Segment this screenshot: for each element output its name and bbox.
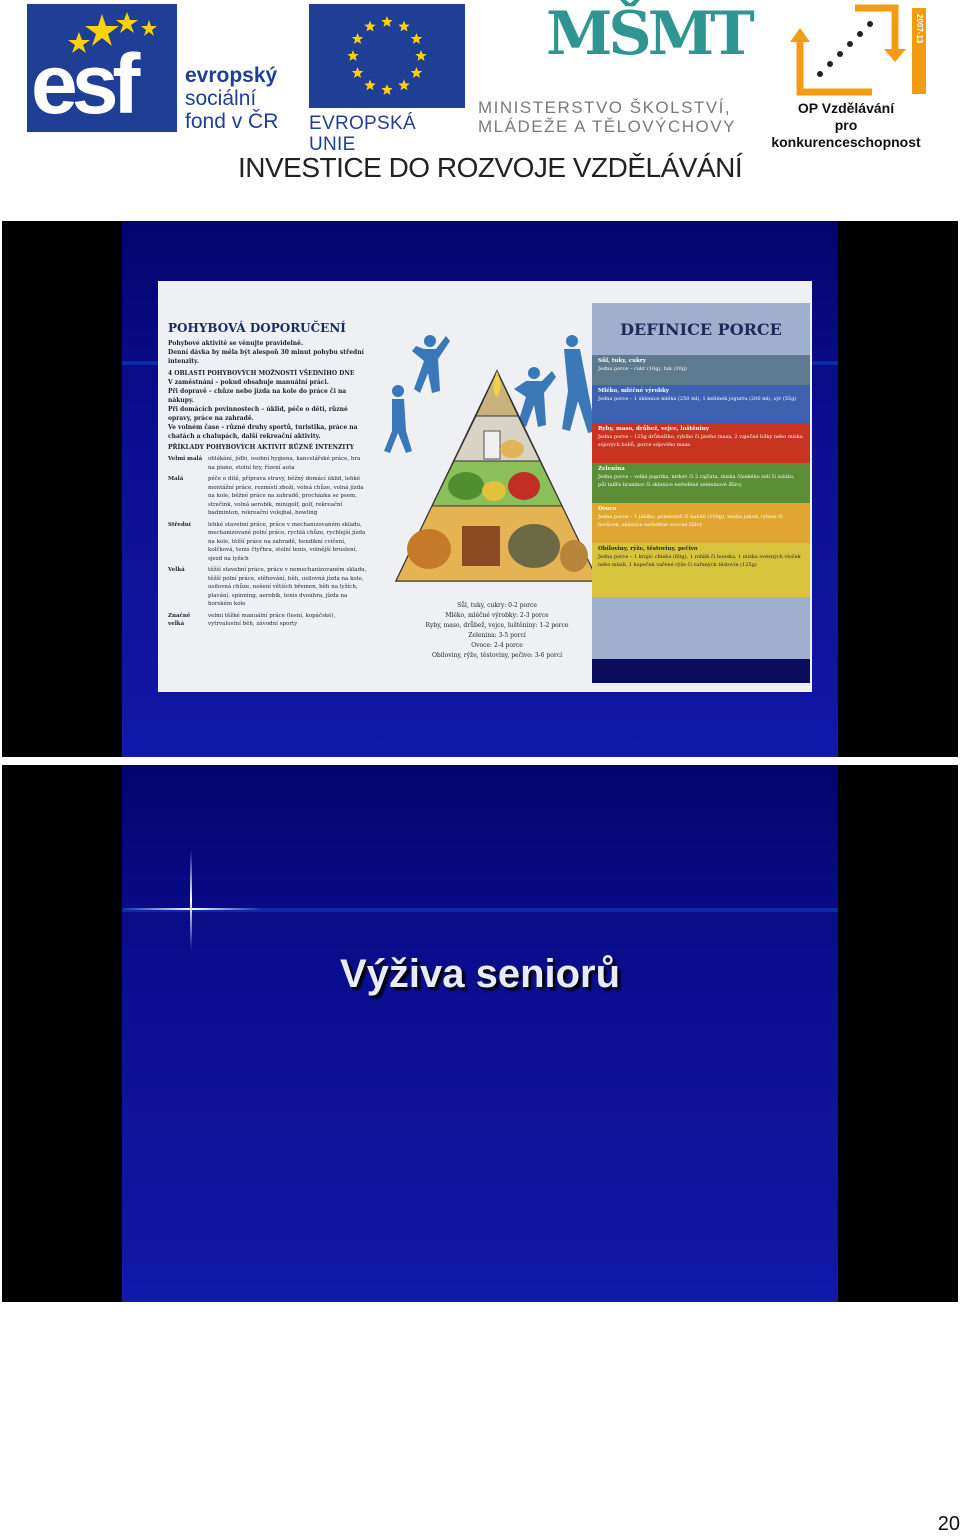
msmt-text	[478, 98, 736, 136]
eu-star-icon	[411, 67, 423, 78]
eu-star-icon	[347, 50, 358, 61]
poster-line: V zaměstnání – pokud obsahuje manuální práci.	[168, 379, 329, 386]
food-pyramid-illustration	[384, 301, 610, 601]
op-text	[760, 100, 932, 151]
poster-line: Při domácích povinnostech – úklid, péče o děti, různé opravy, práce na zahradě.	[168, 406, 348, 422]
poster-line: 4 OBLASTI POHYBOVÝCH MOŽNOSTÍ VŠEDNÍHO DNE	[168, 370, 355, 377]
portion-definitions	[592, 303, 810, 683]
op-line2: pro konkurenceschopnost	[771, 117, 921, 150]
esf-text	[185, 64, 278, 133]
pyramid-caption-line: Sůl, tuky, cukry: 0-2 porce	[457, 602, 537, 609]
slide-title: Výživa seniorů	[339, 952, 621, 996]
msmt-line2: MLÁDEŽE A TĚLOVÝCHOVY	[478, 117, 736, 136]
eu-label: EVROPSKÁ UNIE	[309, 113, 416, 155]
poster-line: Denní dávka by měla být alespoň 30 minut pohybu střední intenzity.	[168, 349, 364, 365]
eu-star-icon	[352, 33, 364, 44]
poster-footer-bar	[592, 659, 810, 683]
portion-box	[592, 355, 810, 385]
eu-flag-icon	[309, 4, 465, 108]
slide-1	[2, 221, 958, 757]
page-number: 20	[937, 1513, 960, 1535]
poster-left-title: POHYBOVÁ DOPORUČENÍ	[168, 321, 346, 335]
tagline: INVESTICE DO ROZVOJE VZDĚLÁVÁNÍ	[238, 152, 743, 183]
portion-box	[592, 423, 810, 463]
intensity-row	[168, 612, 368, 629]
msmt-logo	[478, 0, 751, 136]
poster-examples-title: PŘÍKLADY POHYBOVÝCH AKTIVIT RŮZNÉ INTENZITY	[168, 444, 354, 451]
pyramid-caption-line: Mléko, mléčné výrobky: 2-3 porce	[445, 612, 549, 619]
eu-star-icon	[352, 67, 364, 78]
eu-star-icon	[381, 16, 392, 27]
intensity-level: Značně velká	[168, 612, 191, 627]
portion-box-title: Zelenina	[598, 466, 625, 472]
eu-star-icon	[415, 50, 426, 61]
intensity-level: Malá	[168, 476, 184, 482]
intensity-level: Velká	[168, 567, 185, 573]
pyramid-caption-line: Obiloviny, rýže, těstoviny, pečivo: 3-6 porcí	[432, 652, 562, 659]
intensity-level: Střední	[168, 521, 191, 528]
pyramid-caption-line: Ryby, maso, drůbež, vejce, luštěniny: 1-2 porce	[425, 622, 569, 629]
food-pyramid	[384, 301, 610, 689]
portion-box	[592, 543, 810, 597]
op-line1: OP Vzdělávání	[797, 100, 895, 116]
pyramid-caption-line: Ovoce: 2-4 porce	[471, 642, 523, 649]
poster-left-column	[168, 311, 368, 681]
op-years: 2007-13	[915, 14, 924, 44]
intensity-row	[168, 566, 368, 609]
portion-box	[592, 385, 810, 423]
intensity-examples: velmi těžké manuální práce (lesní, kopáčské), vytrvalostní běh, závodní sporty	[208, 612, 336, 627]
portion-box-title: Ovoce	[598, 506, 617, 512]
light-flare-icon	[190, 850, 192, 950]
esf-letters: esf	[31, 37, 135, 131]
intensity-examples: oblékání, jídlo, osobní hygiena, kancelářské práce, hra na piano, stolní hry, řízení auta	[208, 456, 361, 471]
slide-2	[2, 765, 958, 1302]
portion-box-text: Jedna porce – velká paprika, mrkev či 2 rajčata, miska čínského zelí či salátu, půl talíře brambor či sklenice neředěné zeleninové šťávy	[598, 474, 795, 488]
esf-line2: sociální	[185, 87, 257, 110]
portion-box-title: Sůl, tuky, cukry	[598, 358, 646, 364]
poster-line: Při dopravě – chůze nebo jízda na kole do práce či na nákupy.	[168, 388, 347, 404]
msmt-mark: MŠMT	[546, 0, 751, 69]
portion-box-text: Jedna porce – 1 jablko, pomeranč či banán (100g), miska jahod, rybízu či borůvek, sklenice neředěné ovocné šťávy	[598, 514, 783, 528]
intensity-examples: lehké stavební práce, práce v mechanizovaném skladu, mechanizované polní práce, rychlá chůze, rychlejší jízda na kole, těžší práce na zahradě, hendikní cvičení, kolčková, tenis čtyřhra, stolní tenis, volnější bruslení, sjezd na lyžích	[208, 521, 366, 562]
portion-box-text: Jedna porce – 125g drůbežího, rybího či jiného masa, 2 vaječné bílky nebo miska sójových bobů, porce sójového masa	[598, 434, 803, 448]
portion-box-text: Jedna porce – cukr (10g), tuk (10g)	[598, 366, 687, 372]
pyramid-caption-line: Zelenina: 3-5 porcí	[468, 632, 526, 639]
eu-star-icon	[398, 21, 409, 32]
esf-logo	[27, 4, 297, 134]
eu-star-icon	[411, 33, 423, 44]
portion-box	[592, 463, 810, 503]
intensity-row	[168, 475, 368, 518]
portion-box-text: Jedna porce – 1 sklenice mléka (250 ml), 1 kelímek jogurtu (200 ml), sýr (55g)	[598, 396, 797, 402]
eu-logo	[309, 4, 465, 155]
intensity-row	[168, 521, 368, 564]
msmt-line1: MINISTERSTVO ŠKOLSTVÍ,	[478, 98, 732, 117]
portion-box-title: Obiloviny, rýže, těstoviny, pečivo	[598, 546, 698, 552]
portion-definitions-title: DEFINICE PORCE	[620, 320, 782, 339]
intensity-examples: péče o dítě, příprava stravy, běžný domácí úklid, lehké montážní práce, rozmístí zboží, volná chůze, volná jízda na kole, běžné práce na zahradě, procházka se psem, strečink, volná aerobik, minigolf, golf, rekreační badminton, rekreační volejbal, bowling	[208, 476, 364, 516]
eu-star-icon	[364, 21, 375, 32]
intensity-examples: těžší stavební práce, práce v nemechanizovaném skladu, těžší polní práce, stěhování, běh, usilovná jízda na kole, usilovná chůze, nošení větších břemen, běh na lyžích, plavání, spinning, aerobik, tenis dvouhra, jízda na horském kole	[208, 567, 367, 607]
nutrition-poster	[158, 281, 812, 692]
eu-star-icon	[398, 79, 409, 90]
portion-box	[592, 503, 810, 543]
slide-2-background	[122, 765, 838, 1302]
pyramid-caption	[384, 601, 610, 661]
esf-line3: fond v ČR	[185, 110, 279, 133]
intensity-level: Velmi malá	[168, 456, 203, 462]
esf-logo-mark	[27, 4, 177, 132]
poster-line: Ve volném čase – různé druhy sportů, turistika, práce na chatách a chalupách, další rekreační aktivity.	[168, 424, 358, 440]
poster-line: Pohybové aktivitě se věnujte pravidelně.	[168, 340, 304, 347]
intensity-row	[168, 455, 368, 472]
op-logo	[760, 4, 940, 150]
portion-box-title: Ryby, maso, drůbež, vejce, luštěniny	[598, 426, 709, 432]
eu-star-icon	[381, 84, 392, 95]
portion-box-title: Mléko, mléčné výrobky	[598, 388, 669, 394]
esf-line1: evropský	[185, 64, 278, 87]
portion-box-text: Jedna porce – 1 krajíc chleba (60g), 1 rohlík či houska, 1 miska ovesných vloček nebo müsli, 1 kopeček vařené rýže či vařených těstovin (125g)	[598, 554, 801, 568]
eu-star-icon	[364, 79, 375, 90]
light-flare-line	[122, 908, 262, 910]
